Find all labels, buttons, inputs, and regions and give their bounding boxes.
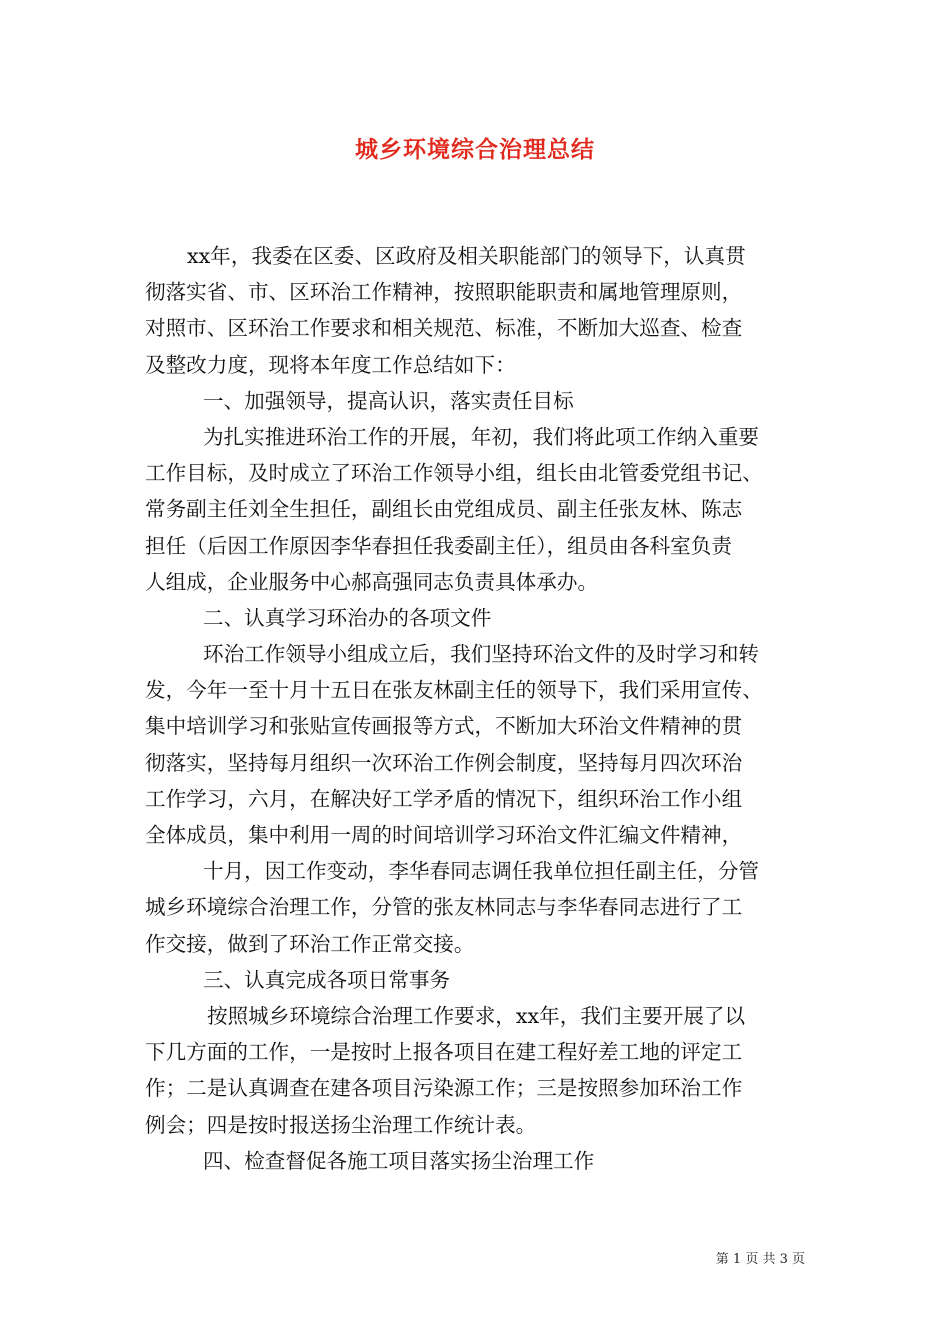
section-heading: 二、认真学习环治办的各项文件 bbox=[203, 605, 492, 630]
paragraph-line: 集中培训学习和张贴宣传画报等方式，不断加大环治文件精神的贯 bbox=[145, 714, 743, 739]
paragraph-line: 人组成，企业服务中心郝高强同志负责具体承办。 bbox=[145, 569, 599, 594]
paragraph-line: 十月，因工作变动，李华春同志调任我单位担任副主任，分管 bbox=[203, 859, 760, 884]
paragraph-line: 全体成员，集中利用一周的时间培训学习环治文件汇编文件精神， bbox=[145, 823, 743, 847]
paragraph-line: 对照市、区环治工作要求和相关规范、标准，不断加大巡查、检查 bbox=[145, 316, 743, 341]
paragraph-line: 下几方面的工作，一是按时上报各项目在建工程好差工地的评定工 bbox=[145, 1040, 743, 1065]
paragraph-line: 工作学习，六月，在解决好工学矛盾的情况下，组织环治工作小组 bbox=[145, 786, 743, 811]
section-heading: 四、检查督促各施工项目落实扬尘治理工作 bbox=[203, 1148, 595, 1173]
page-number: 第 1 页 共 3 页 bbox=[715, 1252, 805, 1267]
paragraph-line: 城乡环境综合治理工作，分管的张友林同志与李华春同志进行了工 bbox=[145, 895, 743, 920]
section-heading: 一、加强领导，提高认识，落实责任目标 bbox=[203, 388, 574, 413]
paragraph-line: 按照城乡环境综合治理工作要求，xx年，我们主要开展了以 bbox=[207, 1003, 746, 1028]
paragraph-line: 例会；四是按时报送扬尘治理工作统计表。 bbox=[145, 1112, 537, 1137]
paragraph-line: 及整改力度，现将本年度工作总结如下： bbox=[145, 352, 516, 377]
paragraph-line: 发，今年一至十月十五日在张友林副主任的领导下，我们采用宣传、 bbox=[145, 678, 763, 703]
paragraph-line: 彻落实，坚持每月组织一次环治工作例会制度，坚持每月四次环治 bbox=[145, 750, 743, 775]
paragraph-line: 工作目标，及时成立了环治工作领导小组，组长由北管委党组书记、 bbox=[145, 461, 763, 486]
paragraph-line: 为扎实推进环治工作的开展，年初，我们将此项工作纳入重要 bbox=[203, 424, 760, 449]
paragraph-line: 作；二是认真调查在建各项目污染源工作；三是按照参加环治工作 bbox=[145, 1076, 743, 1101]
section-heading: 三、认真完成各项日常事务 bbox=[203, 967, 451, 992]
paragraph-line: 担任（后因工作原因李华春担任我委副主任），组员由各科室负责 bbox=[145, 533, 732, 558]
paragraph-line: 环治工作领导小组成立后，我们坚持环治文件的及时学习和转 bbox=[203, 642, 760, 667]
paragraph-line: xx年，我委在区委、区政府及相关职能部门的领导下，认真贯 bbox=[187, 244, 746, 268]
paragraph-line: 彻落实省、市、区环治工作精神，按照职能职责和属地管理原则， bbox=[145, 280, 743, 305]
document-title: 城乡环境综合治理总结 bbox=[355, 137, 595, 163]
paragraph-line: 常务副主任刘全生担任，副组长由党组成员、副主任张友林、陈志 bbox=[145, 497, 743, 522]
paragraph-line: 作交接，做到了环治工作正常交接。 bbox=[145, 931, 475, 956]
document-body bbox=[145, 238, 817, 1179]
